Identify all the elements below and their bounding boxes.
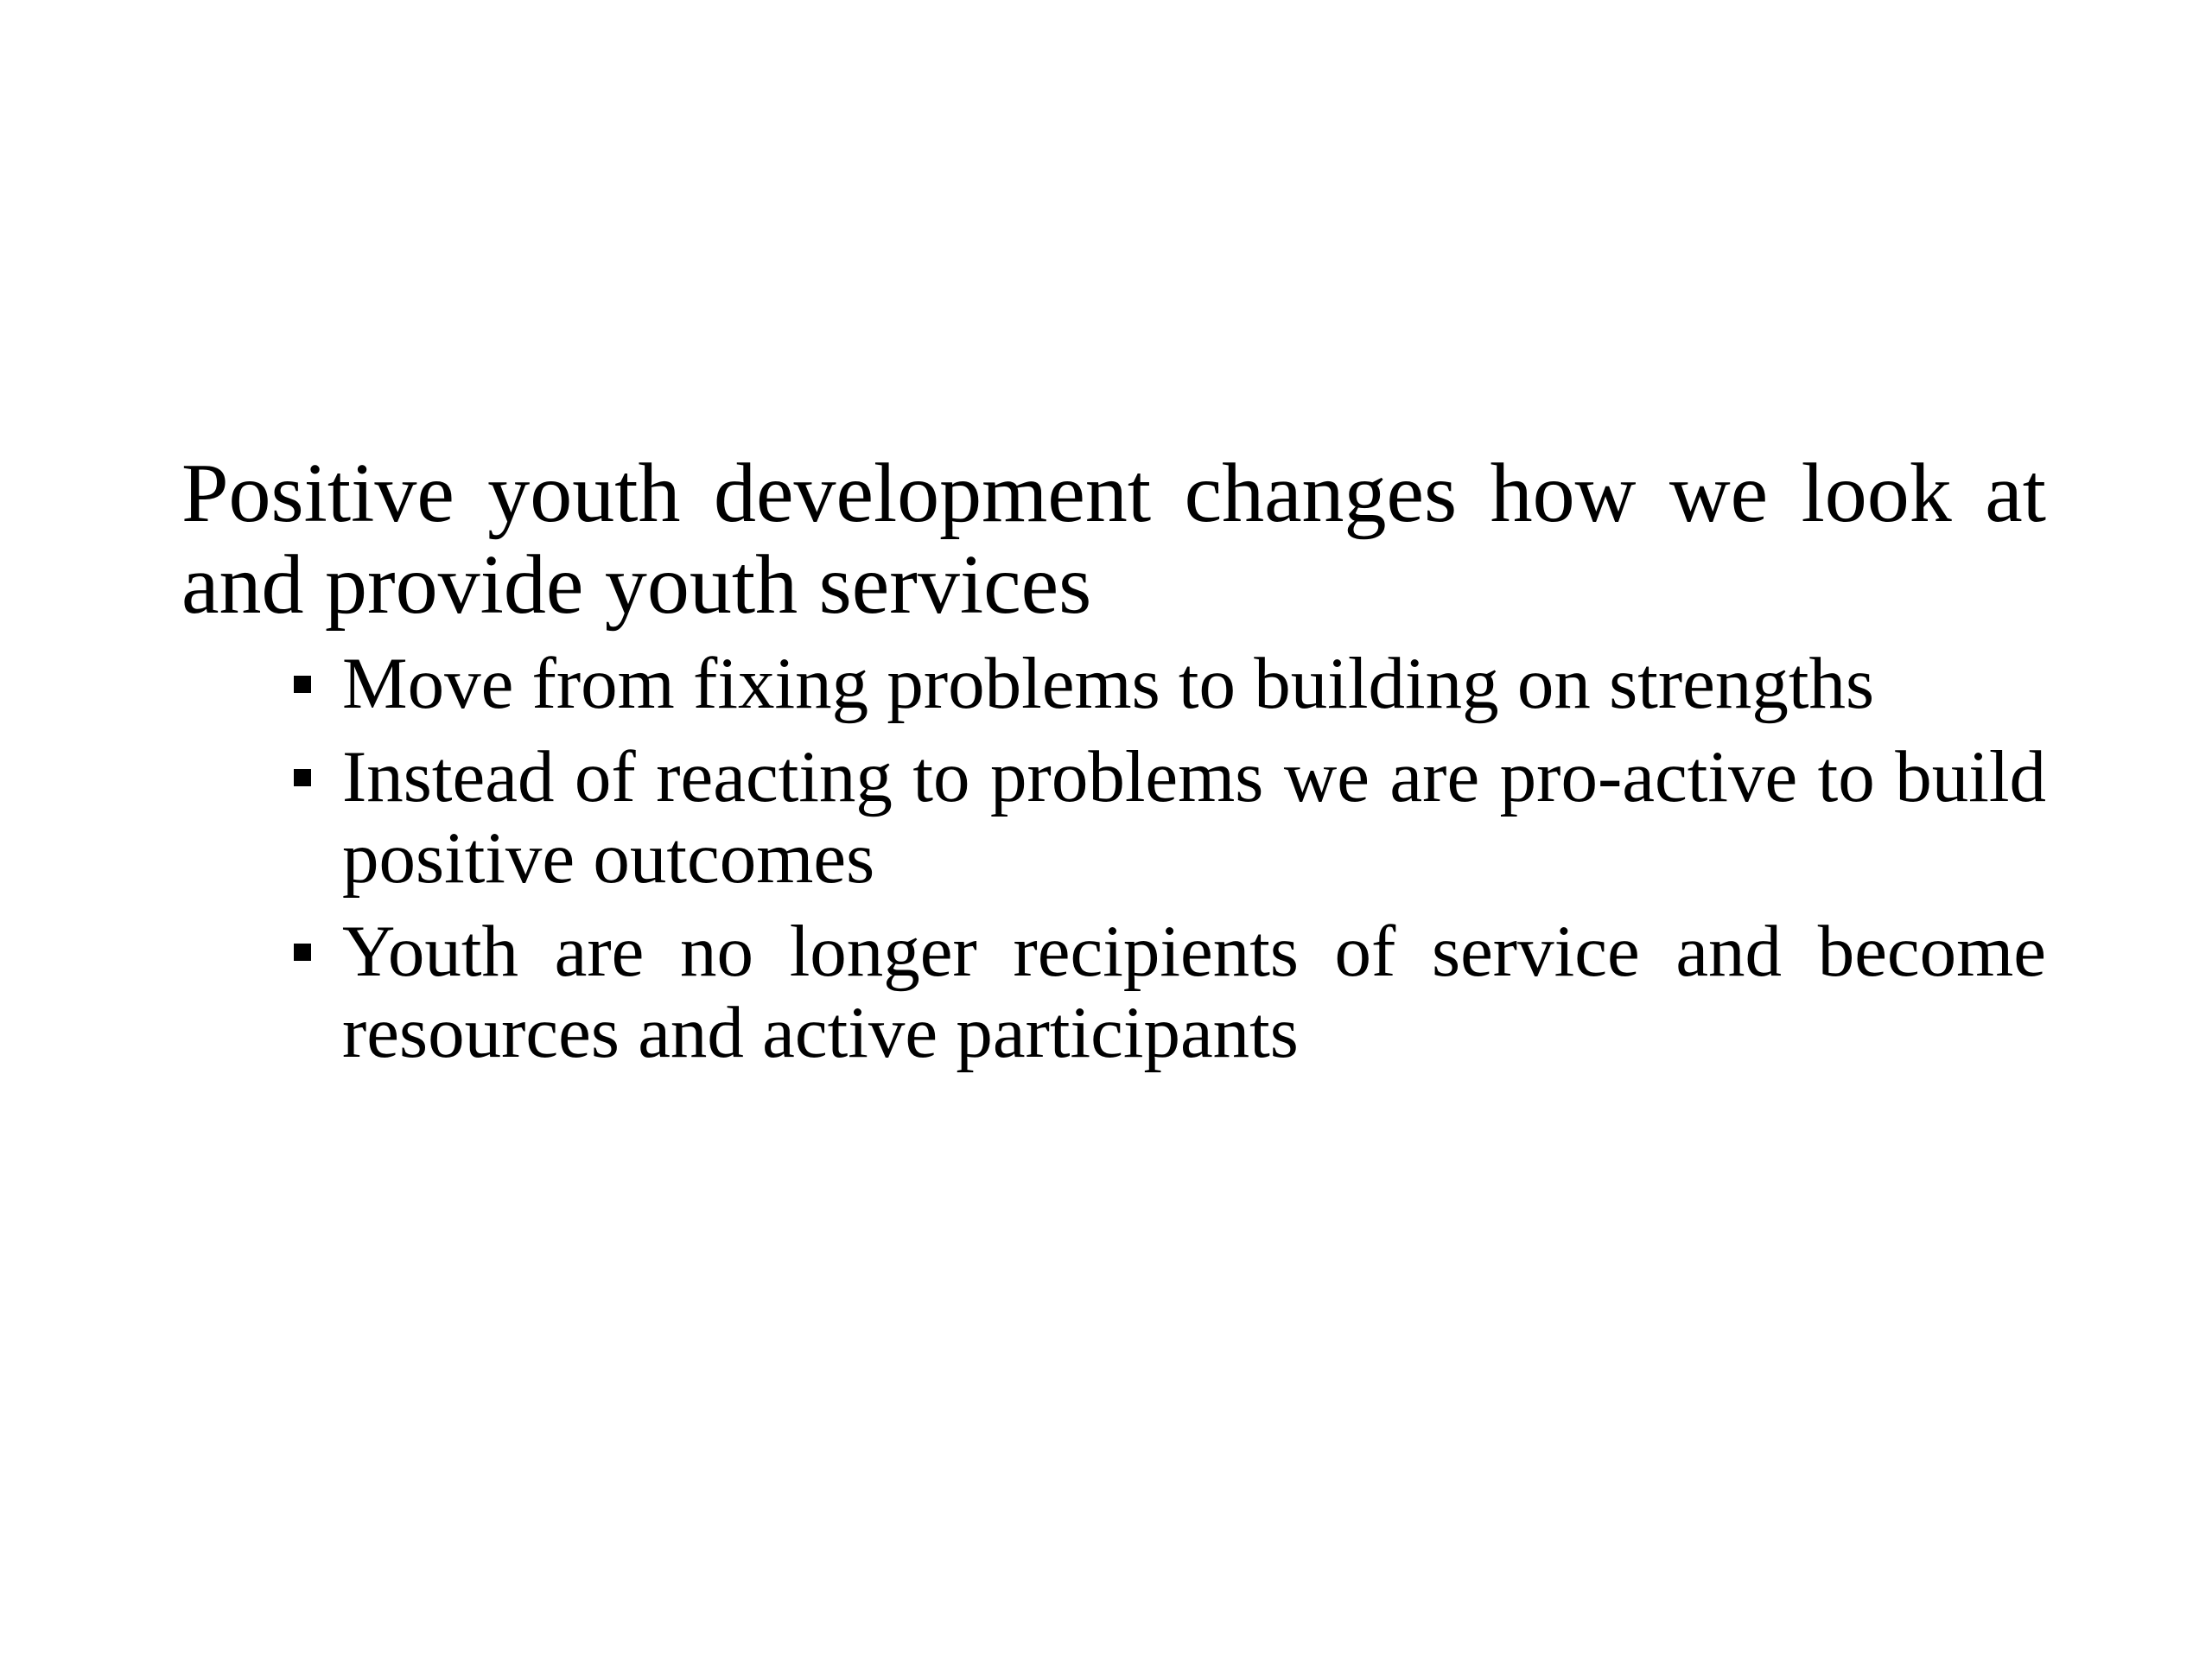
- lead-paragraph: Positive youth development changes how we look at and provide youth services: [181, 447, 2046, 632]
- list-item: [342, 736, 2046, 899]
- bullet-text: Move from fixing problems to building on strengths: [342, 643, 1875, 724]
- list-item: [342, 643, 2046, 724]
- slide-body: [181, 448, 2046, 1085]
- bullet-text: Instead of reacting to problems we are pro-active to build positive outcomes: [342, 736, 2046, 899]
- square-bullet-icon: [294, 676, 311, 693]
- bullet-text: Youth are no longer recipients of service and become resources and active participants: [342, 911, 2046, 1073]
- square-bullet-icon: [294, 769, 311, 786]
- bullet-list: [181, 643, 2046, 1073]
- square-bullet-icon: [294, 944, 311, 961]
- list-item: [342, 911, 2046, 1073]
